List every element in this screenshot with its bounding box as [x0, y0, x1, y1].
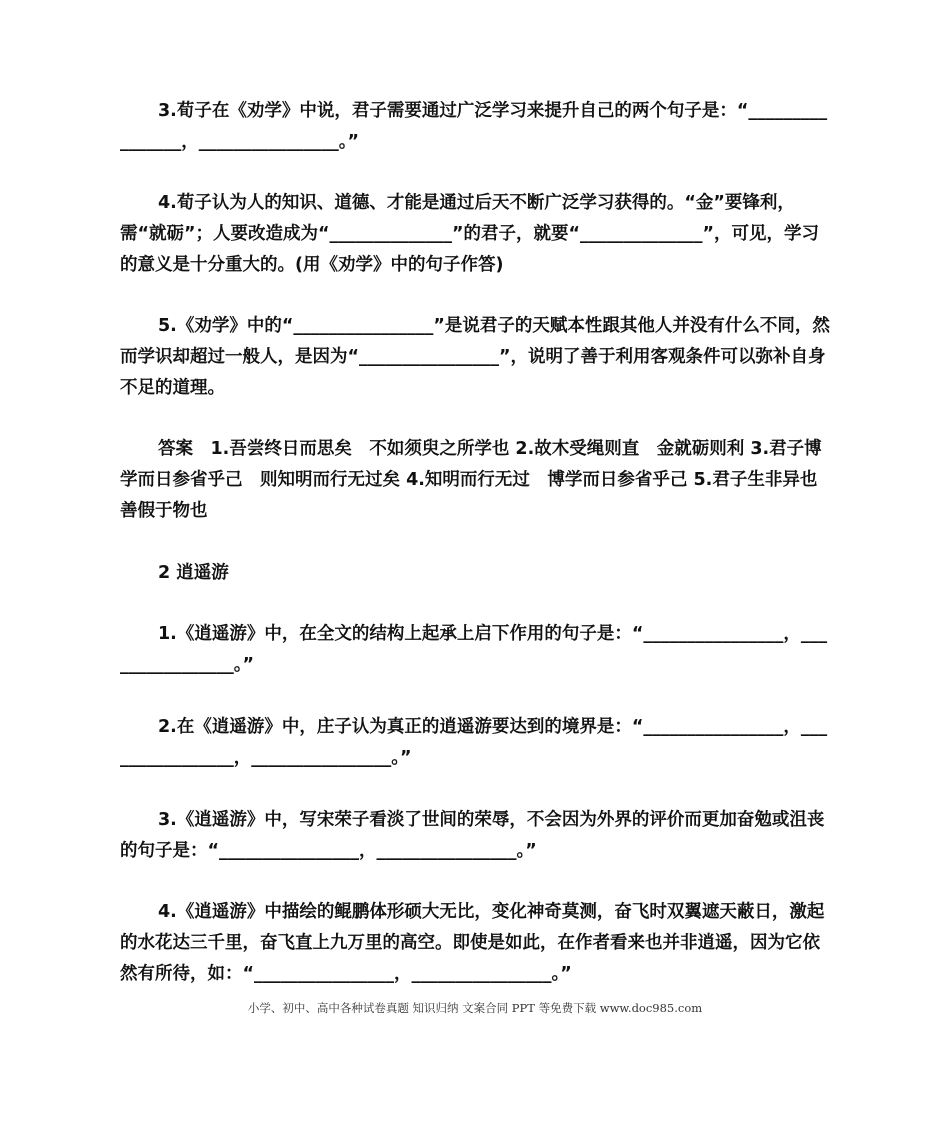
- xiaoyaoyou-question-4: 4.《逍遥游》中描绘的鲲鹏体形硕大无比，变化神奇莫测，奋飞时双翼遮天蔽日，激起的水花达三千里，奋飞直上九万里的高空。即使是如此，在作者看来也并非逍遥，因为它依然有所待，如：“________________，________________。”: [120, 902, 825, 984]
- answer-block: 答案 1.吾尝终日而思矣 不如须臾之所学也 2.故木受绳则直 金就砺则利 3.君子博学而日参省乎己 则知明而行无过矣 4.知明而行无过 博学而日参省乎己 5.君子生非异也 善假于物也: [120, 439, 835, 521]
- xunzi-question-3: 3.荀子在《劝学》中说，君子需要通过广泛学习来提升自己的两个句子是：“________________，________________。”: [120, 101, 828, 152]
- xunzi-question-4: 4.荀子认为人的知识、道德、才能是通过后天不断广泛学习获得的。“金”要锋利，需“就砺”；人要改造成为“______________”的君子，就要“______________”，可见，学习的意义是十分重大的。(用《劝学》中的句子作答): [120, 193, 820, 275]
- section-heading: 2 逍遥游: [158, 563, 229, 583]
- xiaoyaoyou-question-2: 2.在《逍遥游》中，庄子认为真正的逍遥游要达到的境界是：“________________，________________，________________。”: [120, 717, 828, 768]
- xiaoyaoyou-question-3: 3.《逍遥游》中，写宋荣子看淡了世间的荣辱，不会因为外界的评价而更加奋勉或沮丧的句子是：“________________，________________。”: [120, 810, 825, 861]
- page-footer: 小学、初中、高中各种试卷真题 知识归纳 文案合同 PPT 等免费下载 www.doc985.com: [247, 1001, 703, 1015]
- xunzi-question-5: 5.《劝学》中的“________________”是说君子的天赋本性跟其他人并没有什么不同，然而学识却超过一般人，是因为“________________”，说明了善于利用客观条件可以弥补自身不足的道理。: [120, 316, 830, 398]
- xiaoyaoyou-question-1: 1.《逍遥游》中，在全文的结构上起承上启下作用的句子是：“________________，________________。”: [120, 624, 828, 675]
